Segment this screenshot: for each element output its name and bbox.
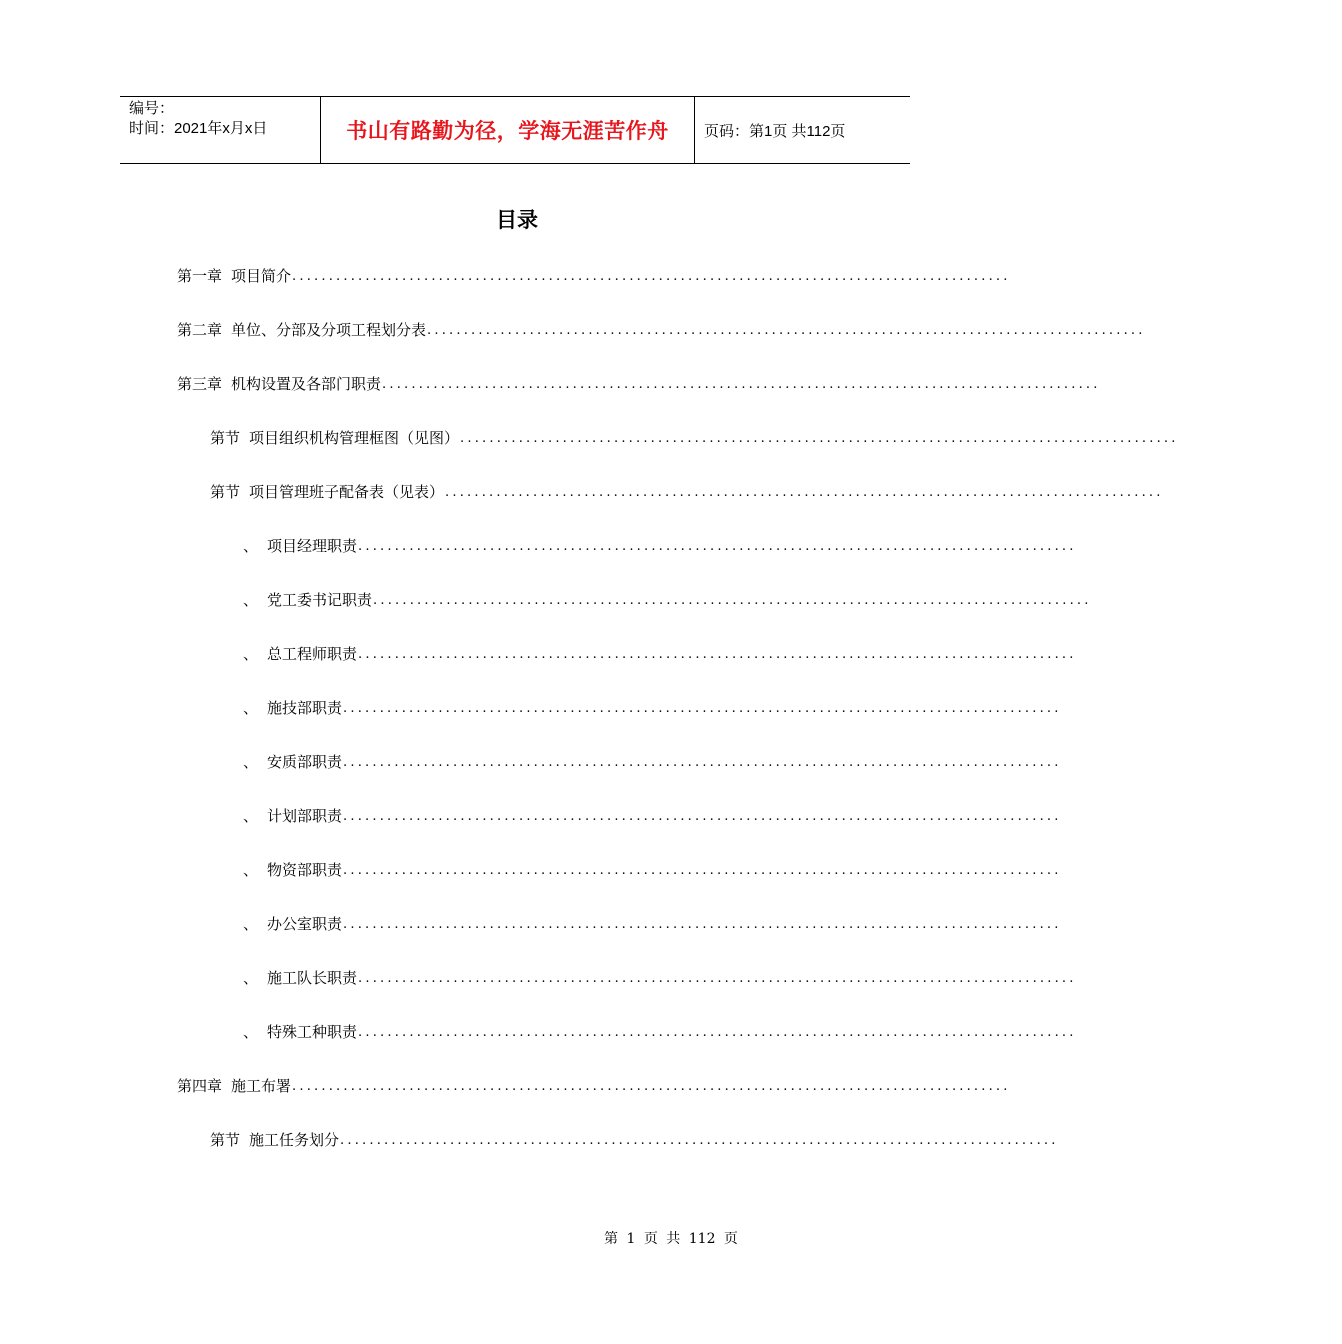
toc-entry-prefix: 、 xyxy=(243,807,259,825)
document-code-label: 编号： xyxy=(129,100,175,117)
toc-entry[interactable] xyxy=(210,427,1179,449)
toc-leader-dots: .................................................................................................. xyxy=(343,701,1062,716)
toc-entry-text: 施工布署 xyxy=(231,1077,292,1095)
toc-entry-prefix: 、 xyxy=(243,591,259,609)
toc-entry-prefix: 、 xyxy=(243,753,259,771)
toc-entry-text: 物资部职责 xyxy=(267,861,343,879)
toc-entry-prefix: 、 xyxy=(243,699,259,717)
toc-entry-prefix: 、 xyxy=(243,861,259,879)
toc-title: 目录 xyxy=(496,207,538,232)
toc-entry-prefix: 第四章 xyxy=(177,1077,223,1095)
toc-entry-text: 项目组织机构管理框图（见图） xyxy=(249,429,460,447)
toc-leader-dots: .................................................................................................. xyxy=(343,863,1062,878)
page-footer: 第 1 页 共 112 页 xyxy=(604,1231,738,1247)
toc-entry-prefix: 、 xyxy=(243,537,259,555)
toc-entry-text: 计划部职责 xyxy=(267,807,343,825)
header-page-info: 页码：第1页 共112页 xyxy=(704,122,846,140)
toc-leader-dots: .................................................................................................. xyxy=(382,377,1101,392)
toc-entry[interactable] xyxy=(177,373,1101,395)
toc-leader-dots: .................................................................................................. xyxy=(460,431,1179,446)
toc-entry[interactable] xyxy=(243,535,1077,557)
toc-entry-prefix: 第节 xyxy=(210,483,241,501)
toc-entry-text: 项目管理班子配备表（见表） xyxy=(249,483,445,501)
toc-entry[interactable] xyxy=(177,1075,1011,1097)
toc-entry[interactable] xyxy=(243,643,1077,665)
toc-entry-text: 单位、分部及分项工程划分表 xyxy=(231,321,427,339)
toc-leader-dots: .................................................................................................. xyxy=(358,971,1077,986)
toc-entry-prefix: 第一章 xyxy=(177,267,223,285)
toc-leader-dots: .................................................................................................. xyxy=(340,1133,1059,1148)
toc-leader-dots: .................................................................................................. xyxy=(358,647,1077,662)
toc-leader-dots: .................................................................................................. xyxy=(358,539,1077,554)
toc-entry-text: 特殊工种职责 xyxy=(267,1023,358,1041)
toc-entry[interactable] xyxy=(243,1021,1077,1043)
header-motto: 书山有路勤为径，学海无涯苦作舟 xyxy=(346,118,669,143)
toc-entry[interactable] xyxy=(243,913,1062,935)
toc-leader-dots: .................................................................................................. xyxy=(343,755,1062,770)
toc-leader-dots: .................................................................................................. xyxy=(343,917,1062,932)
toc-entry-prefix: 、 xyxy=(243,645,259,663)
toc-leader-dots: .................................................................................................. xyxy=(427,323,1146,338)
toc-entry[interactable] xyxy=(177,265,1011,287)
toc-leader-dots: .................................................................................................. xyxy=(358,1025,1077,1040)
toc-entry-text: 机构设置及各部门职责 xyxy=(231,375,382,393)
toc-entry-prefix: 第二章 xyxy=(177,321,223,339)
toc-leader-dots: .................................................................................................. xyxy=(343,809,1062,824)
toc-entry[interactable] xyxy=(210,1129,1059,1151)
toc-leader-dots: .................................................................................................. xyxy=(445,485,1164,500)
toc-leader-dots: .................................................................................................. xyxy=(292,1079,1011,1094)
toc-entry[interactable] xyxy=(243,805,1062,827)
toc-leader-dots: .................................................................................................. xyxy=(373,593,1092,608)
toc-entry-text: 安质部职责 xyxy=(267,753,343,771)
toc-entry-text: 施技部职责 xyxy=(267,699,343,717)
toc-entry-prefix: 、 xyxy=(243,969,259,987)
toc-entry-text: 施工队长职责 xyxy=(267,969,358,987)
toc-entry-text: 项目简介 xyxy=(231,267,292,285)
document-time-label: 时间：2021年x月x日 xyxy=(129,120,268,137)
toc-entry[interactable] xyxy=(243,859,1062,881)
toc-entry[interactable] xyxy=(243,697,1062,719)
toc-entry-prefix: 第三章 xyxy=(177,375,223,393)
toc-entry-text: 总工程师职责 xyxy=(267,645,358,663)
toc-entry-prefix: 、 xyxy=(243,1023,259,1041)
toc-entry-text: 党工委书记职责 xyxy=(267,591,373,609)
toc-entry-prefix: 第节 xyxy=(210,1131,241,1149)
toc-entry[interactable] xyxy=(243,751,1062,773)
toc-entry-text: 办公室职责 xyxy=(267,915,343,933)
toc-entry[interactable] xyxy=(243,589,1092,611)
toc-entry-prefix: 、 xyxy=(243,915,259,933)
toc-entry[interactable] xyxy=(243,967,1077,989)
toc-leader-dots: .................................................................................................. xyxy=(292,269,1011,284)
toc-entry-prefix: 第节 xyxy=(210,429,241,447)
toc-entry-text: 项目经理职责 xyxy=(267,537,358,555)
toc-entry[interactable] xyxy=(177,319,1146,341)
toc-entry[interactable] xyxy=(210,481,1164,503)
toc-entry-text: 施工任务划分 xyxy=(249,1131,340,1149)
